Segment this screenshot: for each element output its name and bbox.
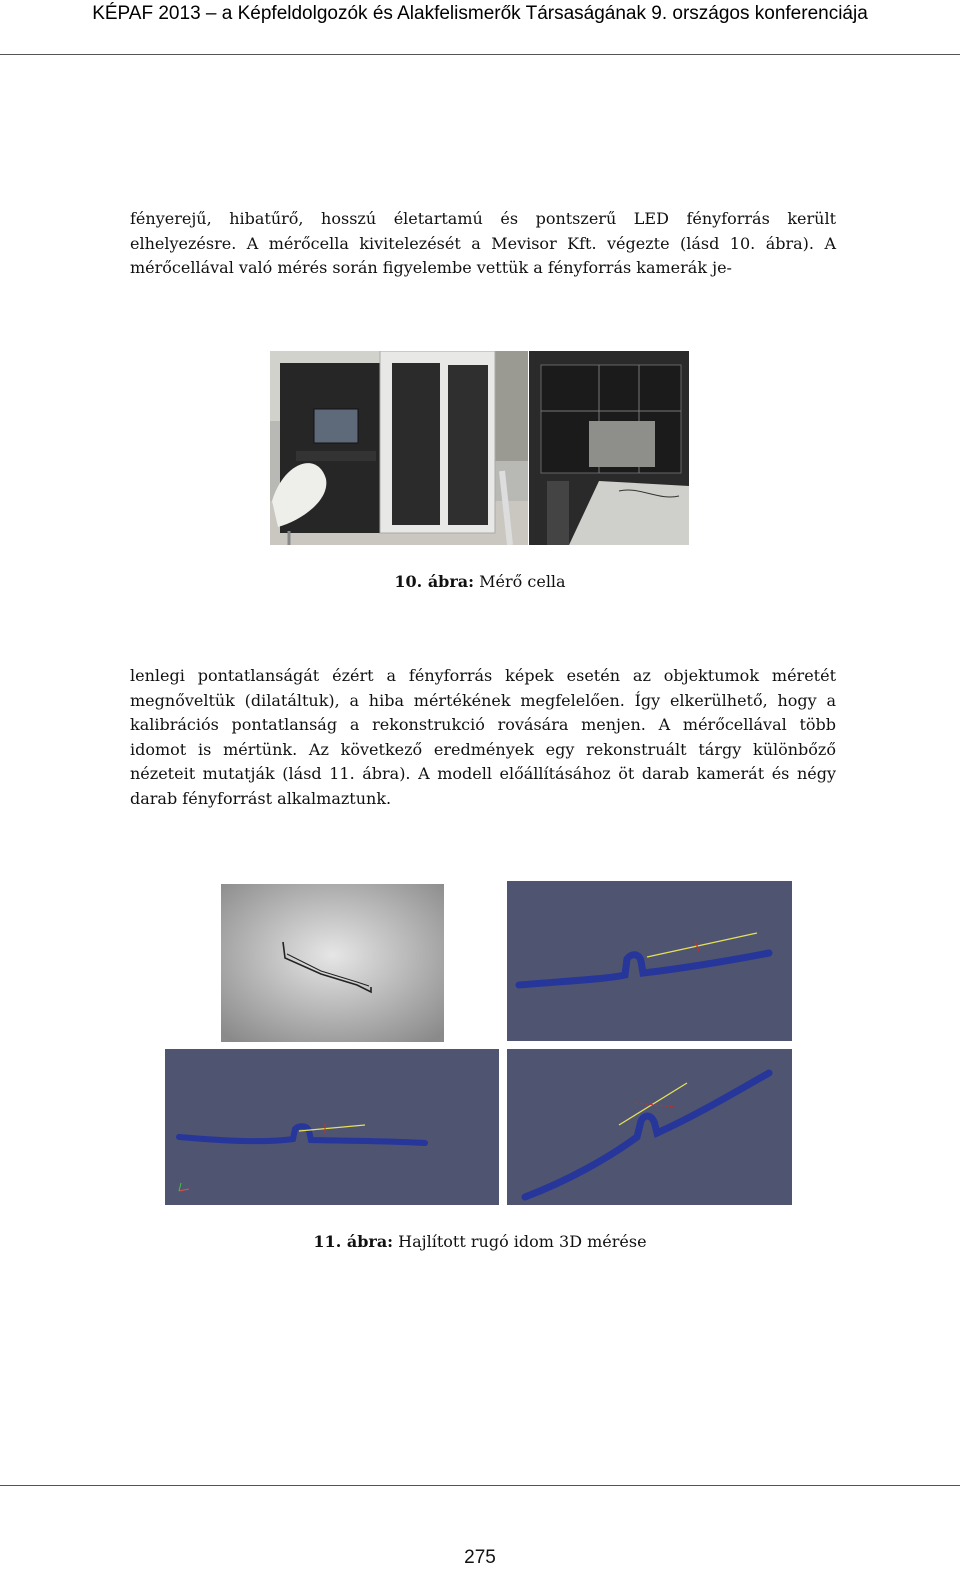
measurement-cell-interior-photo [529, 351, 689, 545]
conference-title: KÉPAF 2013 – a Képfeldolgozók és Alakfelismerők Társaságának 9. országos konferenciája [92, 3, 868, 24]
figure-10-caption-text: Mérő cella [474, 572, 566, 591]
figure-11-label: 11. ábra: [313, 1232, 394, 1251]
page-header [0, 0, 960, 52]
measurement-cell-exterior-photo [270, 351, 528, 545]
figure-11-caption-text: Hajlított rugó idom 3D mérése [393, 1232, 647, 1251]
footer-rule [0, 1485, 960, 1486]
reconstruction-view-bottom-left [165, 1049, 499, 1205]
reconstruction-view-bottom-right [507, 1049, 792, 1205]
figure-11-caption [0, 1231, 960, 1253]
reconstruction-view-top-right [507, 881, 792, 1041]
figure-10-label: 10. ábra: [394, 572, 475, 591]
paragraph-2: lenlegi pontatlanságát ézért a fényforrás képek esetén az objektumok méretét megnőveltük (dilatáltuk), a hiba mértékének megfelelően. Így elkerülhető, hogy a kalibrációs pontatlanság a rekonstrukció rovására menjen. A mérőcellával több idomot is mértünk. Az következő eredmények egy rekonstruált tárgy különbőző nézeteit mutatják (lásd 11. ábra). A modell előállításához öt darab kamerát és négy darab fényforrást alkalmaztunk. [130, 666, 836, 808]
figure-10-caption [0, 571, 960, 593]
header-rule [0, 54, 960, 55]
spring-camera-image [221, 884, 444, 1042]
paragraph-1: fényerejű, hibatűrő, hosszú életartamú és pontszerű LED fényforrás került elhelyezésre. A mérőcella kivitelezését a Mevisor Kft. végezte (lásd 10. ábra). A mérőcellával való mérés során figyelembe vettük a fényforrás kamerák je- [130, 209, 836, 277]
page-number: 275 [464, 1547, 496, 1568]
